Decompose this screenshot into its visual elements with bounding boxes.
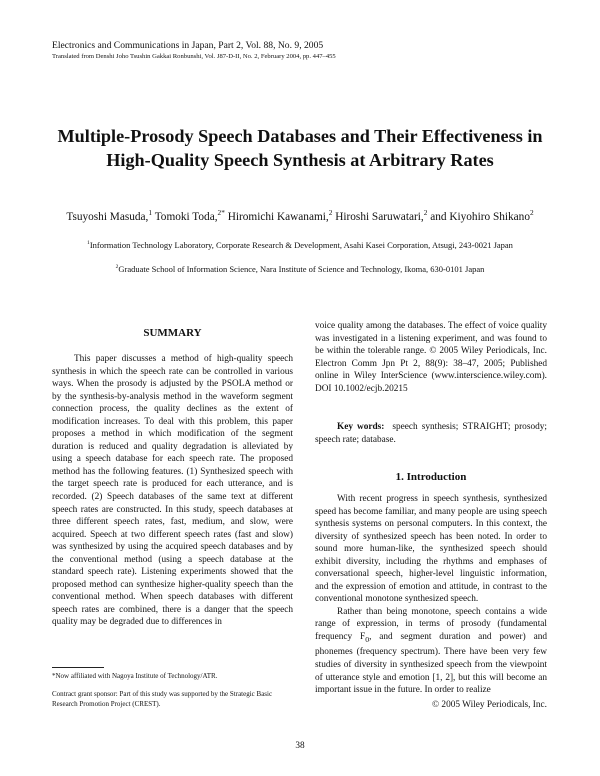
author-name: Hiroshi Saruwatari, [335, 211, 424, 223]
affiliation-mark: 1 [87, 240, 90, 247]
summary-continuation [315, 320, 547, 395]
author-name: Tomoki Toda, [154, 211, 218, 223]
paragraph-text: , and segment duration and power) and phonemes (frequency spectrum). There have been very few studies of diversity in synthesized speech from the viewpoint of utterance style and emotion [1, 2], but this will become an important issue in the future. In order to realize [315, 632, 547, 696]
introduction-body [315, 493, 547, 697]
footnote-rule [52, 667, 104, 668]
keywords-text: speech synthesis; STRAIGHT; prosody; speech rate; database. [315, 422, 547, 445]
affiliation-mark: 2 [115, 264, 119, 271]
author-list [30, 210, 570, 224]
summary-continuation-text: voice quality among the databases. The effect of voice quality was investigated in a listening experiment, and was found to be within the tolerable range. © 2005 Wiley Periodicals, Inc. Electron Comm Jpn Pt 2, 88(9): 38–47, 2005; Published online in Wiley InterScience (www.interscience.wiley.com). DOI 10.1002/ecjb.20215 [315, 321, 547, 394]
affiliation-text: Information Technology Laboratory, Corporate Research & Development, Asahi Kasei Corporation, Atsugi, 243-0021 Japan [89, 240, 513, 250]
summary-body [52, 353, 293, 629]
footnote-grant: Contract grant sponsor: Part of this study was supported by the Strategic Basic Research Promotion Project (CREST). [52, 690, 273, 708]
author-name: Hiromichi Kawanami, [227, 211, 329, 223]
page-number: 38 [295, 741, 305, 751]
paper-title-line-2: High-Quality Speech Synthesis at Arbitrary Rates [106, 150, 494, 170]
keywords-label: Key words: [337, 422, 385, 432]
author-name: and Kiyohiro Shikano [430, 211, 530, 223]
author-affiliation-mark: 2 [529, 208, 534, 218]
introduction-paragraph-1: With recent progress in speech synthesis, synthesized speed has become familiar, and many people are using speech synthesis systems on personal computers. In this context, the diversity of synthesized speech has been noted. In order to sound more human-like, the synthesized speech should exhibit diversity, including the rhythms and emphases of conversational speech, higher-level linguistic information, and the expression of emotion and attitude, in contrast to the conventional monotone synthesized speech. [315, 494, 547, 605]
author-affiliation-mark: 2 [328, 208, 333, 218]
translation-source: Translated from Denshi Joho Tsushin Gakkai Ronbunshi, Vol. J87-D-II, No. 2, February 2004, pp. 447–455 [52, 53, 336, 60]
introduction-paragraph-2 [315, 606, 547, 697]
author-name: Tsuyoshi Masuda, [66, 211, 149, 223]
affiliation-text: Graduate School of Information Science, Nara Institute of Science and Technology, Ikoma, 630-0101 Japan [118, 264, 485, 274]
summary-paragraph: This paper discusses a method of high-quality speech synthesis in which the speech rate can be controlled in various ways. When the prosody is adjusted by the PSOLA method or by the synthesis-by-analysis method in the waveform segment connection process, the quality declines as the extent of modification increases. To deal with this problem, this paper proposes a method in which modification of the segment duration is reduced and quality degradation is alleviated by using a speech database for each speech rate. The proposed method has the following features. (1) Synthesized speech with the target speech rate is produced for each utterance, and is recorded. (2) Speech databases of the same text at different speech rates are constructed. In this study, speech databases at three different speech rates, fast, medium, and slow, were acquired. Speech at two different speech rates (fast and slow) was synthesized by using the acquired speech databases and by the conventional method (using a speech database at the standard speech rate). Listening experiments showed that the proposed method can synthesize higher-quality speech than the conventional method. When speech databases with different speech rates are combined, there is a danger that the speech quality may be degraded due to differences in [52, 354, 293, 628]
author-affiliation-mark: 2 [423, 208, 428, 218]
paragraph-text: Rather than being monotone, speech contains a wide range of expression, in terms of prosody (fundamental frequency F [315, 606, 547, 643]
author-affiliation-mark: 2* [217, 208, 225, 218]
introduction-heading: 1. Introduction [395, 471, 467, 483]
author-affiliation-mark: 1 [148, 208, 153, 218]
keywords [315, 421, 547, 446]
journal-citation: Electronics and Communications in Japan, Part 2, Vol. 88, No. 9, 2005 [52, 40, 324, 51]
footnote-affiliation: *Now affiliated with Nagoya Institute of Technology/ATR. [52, 672, 218, 680]
paper-title-line-1: Multiple-Prosody Speech Databases and Their Effectiveness in [57, 126, 543, 146]
summary-heading: SUMMARY [143, 327, 202, 339]
affiliation-1 [20, 240, 580, 251]
copyright-notice: © 2005 Wiley Periodicals, Inc. [432, 700, 547, 710]
subscript: 0 [365, 634, 370, 644]
keywords-paragraph [315, 421, 547, 446]
affiliation-2 [20, 264, 580, 275]
